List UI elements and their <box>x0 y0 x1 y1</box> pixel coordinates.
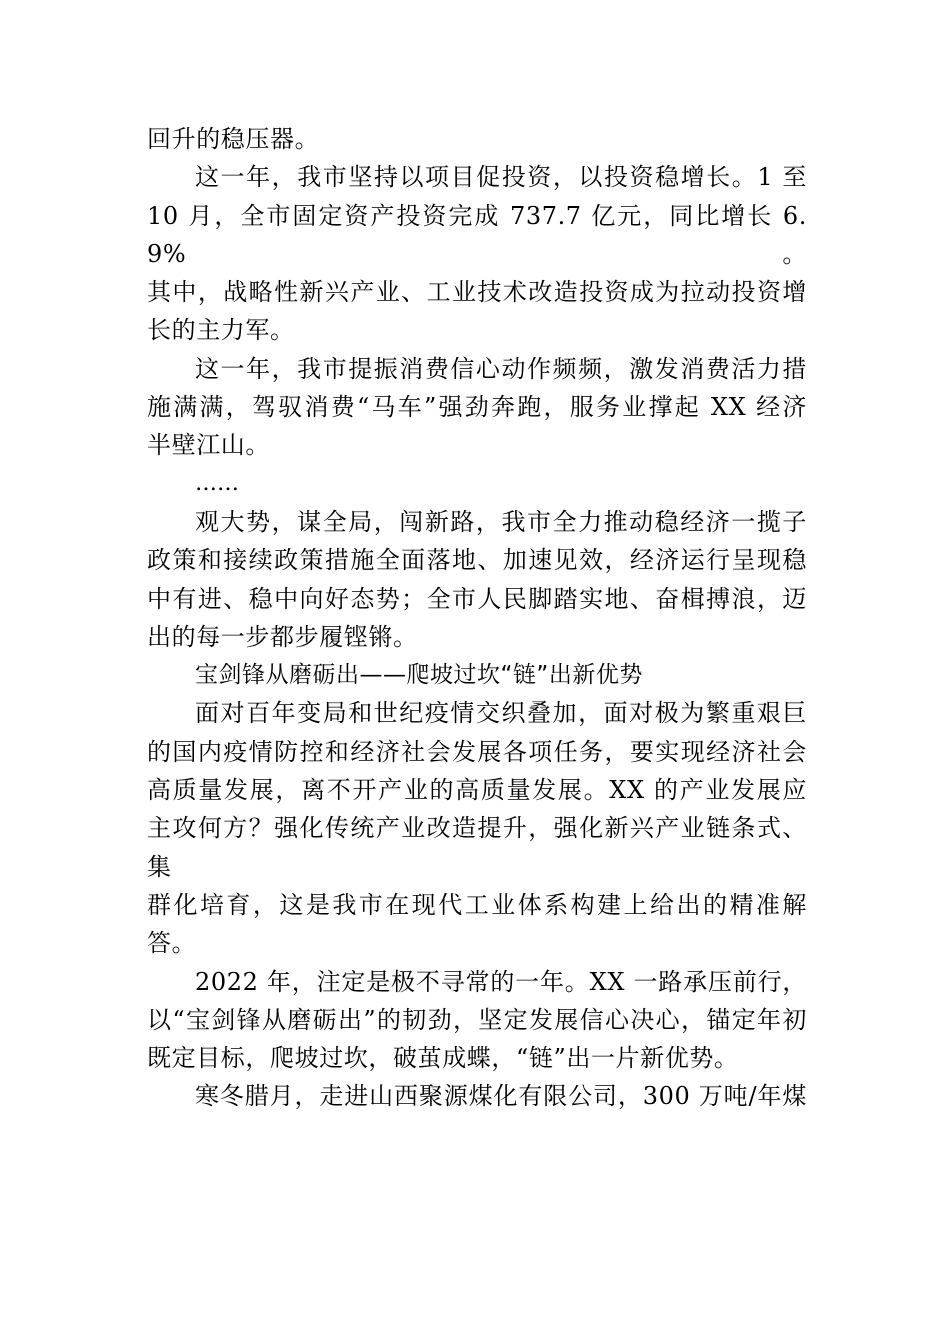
text-line: 高质量发展，离不开产业的高质量发展。XX 的产业发展应 <box>147 776 807 805</box>
text-line: 中有进、稳中向好态势；全市人民脚踏实地、奋楫搏浪，迈 <box>147 584 807 613</box>
paragraph-consumption <box>147 350 807 465</box>
paragraph-winter <box>147 1077 807 1115</box>
text-line: 面对百年变局和世纪疫情交织叠加，面对极为繁重艰巨 <box>195 699 807 728</box>
text-line: 长的主力军。 <box>147 316 295 345</box>
ellipsis-text: …… <box>195 470 239 496</box>
section-heading: 宝剑锋从磨砺出——爬坡过坎“链”出新优势 <box>195 662 643 689</box>
text-line: 主攻何方？强化传统产业改造提升，强化新兴产业链条式、 集 <box>147 814 807 881</box>
text-line: 施满满，驾驭消费“马车”强劲奔跑，服务业撑起 XX 经济 <box>147 393 807 422</box>
text-line: 回升的稳压器。 <box>147 125 320 153</box>
text-line: 寒冬腊月，走进山西聚源煤化有限公司，300 万吨/年煤 <box>195 1082 807 1111</box>
text-line: 10 月，全市固定资产投资完成 737.7 亿元，同比增长 6.9%。 <box>147 201 807 268</box>
text-line: 出的每一步都步履铿锵。 <box>147 622 418 651</box>
paragraph-continuation <box>147 120 807 158</box>
paragraph-2022 <box>147 963 807 1078</box>
text-line: 半壁江山。 <box>147 431 270 460</box>
text-line: 这一年，我市坚持以项目促投资，以投资稳增长。1 至 <box>195 163 807 192</box>
text-line: 群化培育，这是我市在现代工业体系构建上给出的精准解答。 <box>147 890 807 958</box>
text-line: 2022 年，注定是极不寻常的一年。XX 一路承压前行， <box>195 967 807 996</box>
text-line: 政策和接续政策措施全面落地、加速见效，经济运行呈现稳 <box>147 546 807 575</box>
text-line: 这一年，我市提振消费信心动作频频，激发消费活力措 <box>195 354 807 383</box>
text-line: 观大势，谋全局，闯新路，我市全力推动稳经济一揽子 <box>195 507 807 536</box>
paragraph-overview <box>147 503 807 656</box>
paragraph-investment <box>147 158 807 349</box>
text-line: 既定目标，爬坡过坎，破茧成蝶，“链”出一片新优势。 <box>147 1044 739 1073</box>
text-line: 其中，战略性新兴产业、工业技术改造投资成为拉动投资增 <box>147 278 807 307</box>
paragraph-industry <box>147 694 807 962</box>
document-body <box>147 120 807 1116</box>
text-line: 以“宝剑锋从磨砺出”的韧劲，坚定发展信心决心，锚定年初 <box>147 1005 807 1034</box>
text-line: 的国内疫情防控和经济社会发展各项任务，要实现经济社会 <box>147 737 807 766</box>
